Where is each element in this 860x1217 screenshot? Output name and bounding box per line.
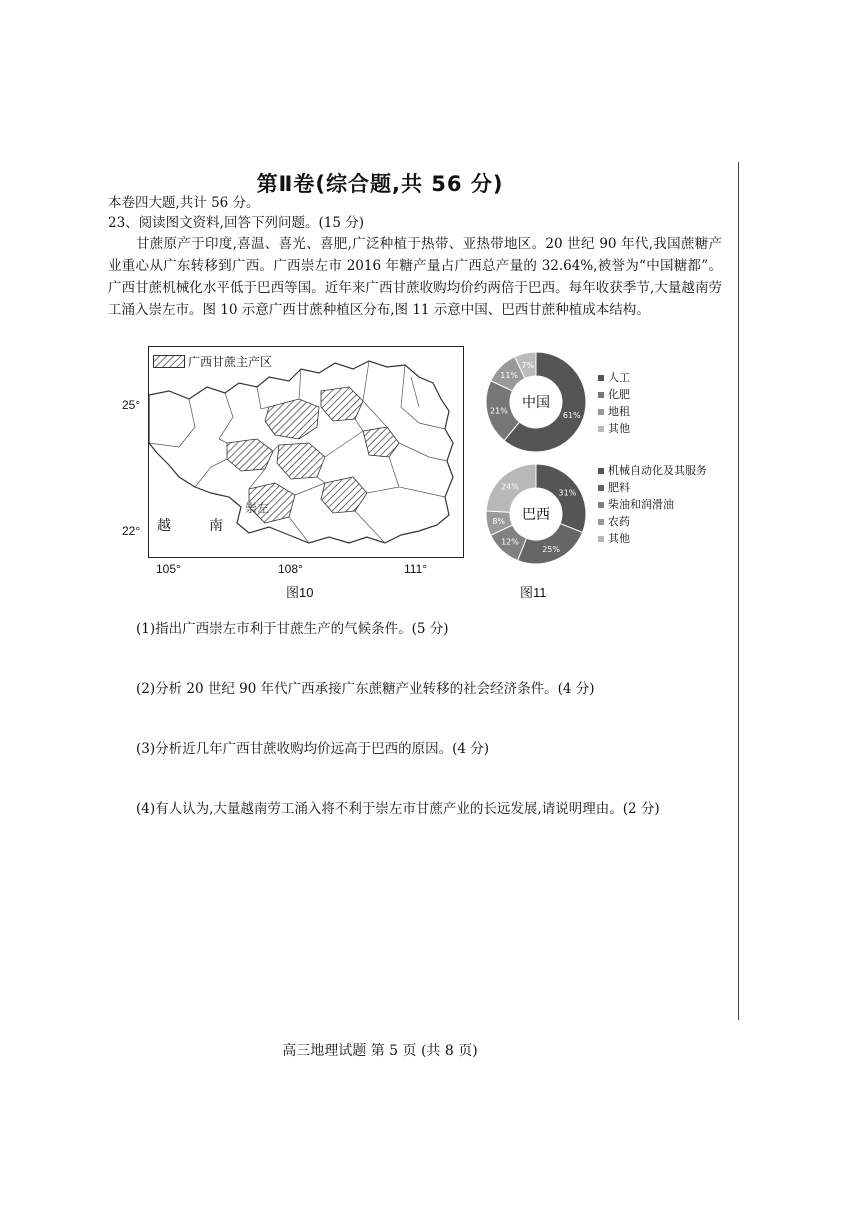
slice-value-label: 8%: [492, 517, 506, 527]
legend-swatch: [598, 468, 604, 474]
question-heading: 23、阅读图文资料,回答下列问题。(15 分): [108, 215, 364, 231]
lon-111-label: 111°: [404, 562, 428, 576]
lon-105-label: 105°: [156, 562, 181, 576]
lat-25-label: 25°: [122, 398, 141, 412]
legend-swatch: [598, 375, 604, 381]
slice-value-label: 21%: [490, 406, 508, 416]
brazil-cost-legend: [598, 463, 707, 548]
slice-value-label: 24%: [501, 482, 519, 492]
legend-label: 地租: [608, 406, 630, 418]
question-2: (2)分析 20 世纪 90 年代广西承接广东蔗糖产业转移的社会经济条件。(4 分): [136, 681, 595, 697]
question-3: (3)分析近几年广西甘蔗收购均价远高于巴西的原因。(4 分): [136, 741, 490, 757]
legend-swatch: [598, 426, 604, 432]
guangxi-map: [148, 346, 464, 558]
slice-value-label: 31%: [558, 488, 577, 498]
map-legend-label: 广西甘蔗主产区: [188, 355, 273, 369]
legend-entry: [598, 370, 630, 387]
legend-entry: [598, 514, 707, 531]
legend-label: 其他: [608, 423, 630, 435]
legend-entry: [598, 404, 630, 421]
fig11-caption: 图11: [520, 585, 547, 600]
legend-swatch: [598, 519, 604, 525]
vietnam-label-1: 越: [157, 517, 171, 533]
legend-entry: [598, 531, 707, 548]
legend-label: 农药: [608, 516, 630, 528]
legend-label: 肥料: [608, 482, 630, 494]
donut-title: 巴西: [522, 507, 550, 523]
section-intro: 本卷四大题,共计 56 分。: [108, 195, 260, 211]
reading-paragraph: 甘蔗原产于印度,喜温、喜光、喜肥,广泛种植于热带、亚热带地区。20 世纪 90 年代,我国蔗糖产业重心从广东转移到广西。广西崇左市 2016 年糖产量占广西总产量的 32.64%,被誉为“中国糖都”。广西甘蔗机械化水平低于巴西等国。近年来广西甘蔗收购均价约两倍于巴西。每年收获季节,大量越南劳工涌入崇左市。图 10 示意广西甘蔗种植区分布,图 11 示意中国、巴西甘蔗种植成本结构。: [108, 236, 722, 318]
map-legend: [153, 353, 272, 370]
brazil-cost-donut: [484, 462, 588, 566]
legend-swatch: [598, 536, 604, 542]
legend-entry: [598, 421, 630, 438]
hatch-legend-swatch: [153, 355, 185, 368]
slice-value-label: 61%: [562, 410, 581, 420]
legend-entry: [598, 387, 630, 404]
lat-22-label: 22°: [122, 524, 141, 538]
lon-108-label: 108°: [278, 562, 303, 576]
fig10-caption: 图10: [286, 585, 314, 600]
slice-value-label: 7%: [521, 360, 535, 370]
legend-label: 化肥: [608, 389, 630, 401]
legend-label: 人工: [608, 372, 630, 384]
question-1: (1)指出广西崇左市利于甘蔗生产的气候条件。(5 分): [136, 621, 449, 637]
chongzuo-label: 崇左: [245, 501, 270, 515]
vietnam-label-2: 南: [209, 517, 223, 533]
donut-title: 中国: [522, 395, 550, 411]
legend-label: 柴油和润滑油: [608, 499, 674, 511]
slice-value-label: 11%: [500, 371, 519, 381]
china-cost-donut: [484, 350, 588, 454]
right-margin-line: [738, 162, 739, 1020]
question-4: (4)有人认为,大量越南劳工涌入将不利于崇左市甘蔗产业的长远发展,请说明理由。(2 分): [136, 801, 660, 817]
legend-swatch: [598, 392, 604, 398]
legend-swatch: [598, 485, 604, 491]
legend-label: 其他: [608, 533, 630, 545]
section-title: 第Ⅱ卷(综合题,共 56 分): [256, 172, 504, 196]
slice-value-label: 25%: [542, 544, 560, 554]
map-drawing: [149, 347, 463, 557]
china-cost-legend: [598, 370, 630, 438]
legend-entry: [598, 480, 707, 497]
slice-value-label: 12%: [501, 537, 519, 547]
legend-swatch: [598, 502, 604, 508]
legend-swatch: [598, 409, 604, 415]
legend-entry: [598, 463, 707, 480]
legend-label: 机械自动化及其服务: [608, 465, 707, 477]
legend-entry: [598, 497, 707, 514]
page-footer: 高三地理试题 第 5 页 (共 8 页): [282, 1043, 478, 1059]
